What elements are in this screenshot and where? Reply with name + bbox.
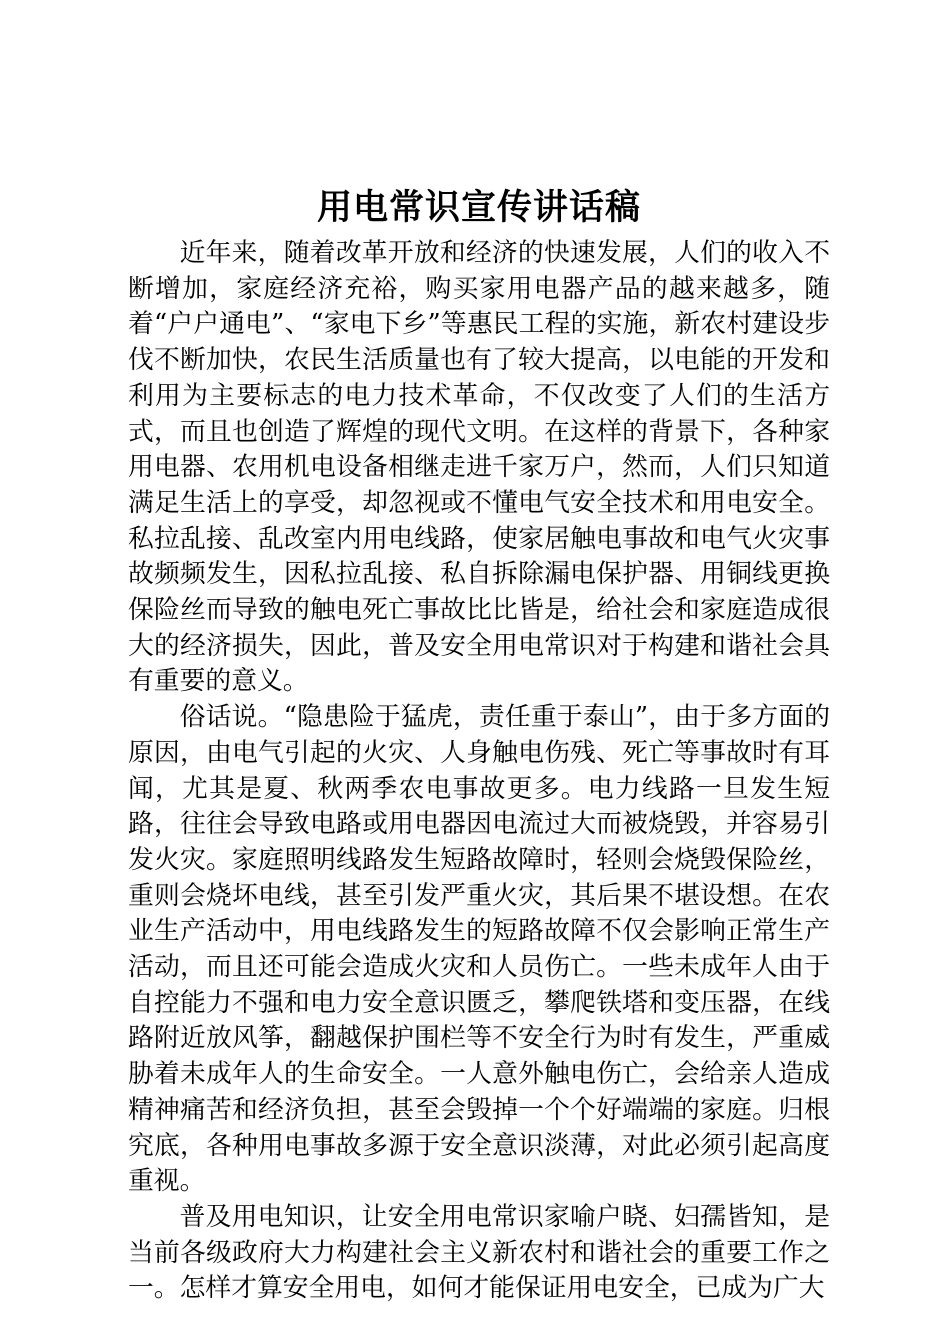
document-page <box>128 186 830 1307</box>
paragraph-intro: 近年来，随着改革开放和经济的快速发展，人们的收入不断增加，家庭经济充裕，购买家用电器产品的越来越多，随着“户户通电”、“家电下乡”等惠民工程的实施，新农村建设步伐不断加快，农民生活质量也有了较大提高，以电能的开发和利用为主要标志的电力技术革命，不仅改变了人们的生活方式，而且也创造了辉煌的现代文明。在这样的背景下，各种家用电器、农用机电设备相继走进千家万户，然而，人们只知道满足生活上的享受，却忽视或不懂电气安全技术和用电安全。私拉乱接、乱改室内用电线路，使家居触电事故和电气火灾事故频频发生，因私拉乱接、私自拆除漏电保护器、用铜线更换保险丝而导致的触电死亡事故比比皆是，给社会和家庭造成很大的经济损失，因此，普及安全用电常识对于构建和谐社会具有重要的意义。 <box>128 238 830 697</box>
paragraph-accidents: 俗话说。“隐患险于猛虎，责任重于泰山”，由于多方面的原因，由电气引起的火灾、人身触电伤残、死亡等事故时有耳闻，尤其是夏、秋两季农电事故更多。电力线路一旦发生短路，往往会导致电路或用电器因电流过大而被烧毁，并容易引发火灾。家庭照明线路发生短路故障时，轻则会烧毁保险丝，重则会烧坏电线，甚至引发严重火灾，其后果不堪设想。在农业生产活动中，用电线路发生的短路故障不仅会影响正常生产活动，而且还可能会造成火灾和人员伤亡。一些未成年人由于自控能力不强和电力安全意识匮乏，攀爬铁塔和变压器，在线路附近放风筝，翻越保护围栏等不安全行为时有发生，严重威胁着未成年人的生命安全。一人意外触电伤亡，会给亲人造成精神痛苦和经济负担，甚至会毁掉一个个好端端的家庭。归根究底，各种用电事故多源于安全意识淡薄，对此必须引起高度重视。 <box>128 702 830 1197</box>
document-title: 用电常识宣传讲话稿 <box>316 188 641 228</box>
paragraph-knowledge: 普及用电知识，让安全用电常识家喻户晓、妇孺皆知，是当前各级政府大力构建社会主义新农村和谐社会的重要工作之一。怎样才算安全用电，如何才能保证用电安全，已成为广大 <box>128 1201 830 1304</box>
